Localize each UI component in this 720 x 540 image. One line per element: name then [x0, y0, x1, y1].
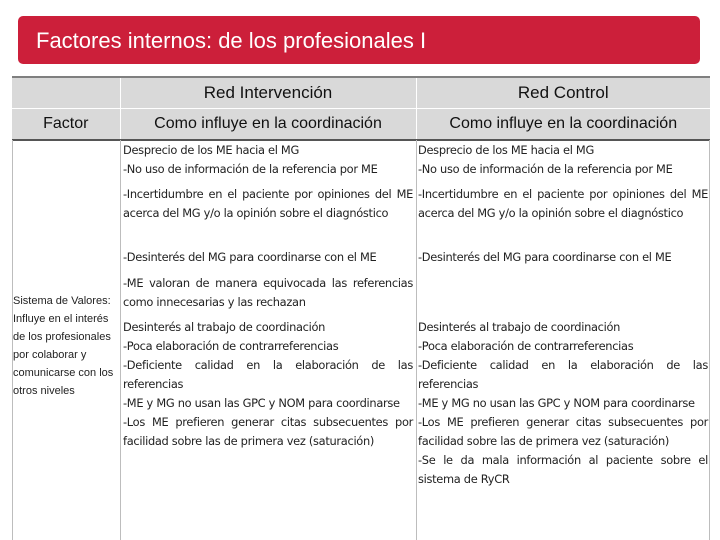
- header-empty-cell: [12, 77, 120, 109]
- control-b5-line2: -Poca elaboración de contrarreferencias: [418, 339, 634, 353]
- intervencion-block-4: -ME valoran de manera equivocada las referencias como innecesarias y las rechazan: [123, 276, 413, 309]
- header-factor: Factor: [12, 109, 120, 141]
- control-b5-line1: Desinterés al trabajo de coordinación: [418, 320, 621, 334]
- header-table: [12, 76, 710, 141]
- intervencion-block-3: -Desinterés del MG para coordinarse con el ME: [123, 250, 377, 264]
- control-b1-line2: -No uso de información de la referencia por ME: [418, 162, 673, 176]
- control-b5-line6: -Se le da mala información al paciente sobre el sistema de RyCR: [418, 453, 708, 486]
- divider-right: [709, 140, 710, 540]
- intervencion-b5-line2: -Poca elaboración de contrarreferencias: [123, 339, 339, 353]
- intervencion-b5-line1: Desinterés al trabajo de coordinación: [123, 320, 326, 334]
- intervencion-b5-line4: -ME y MG no usan las GPC y NOM para coordinarse: [123, 396, 400, 410]
- header-red-intervencion: Red Intervención: [120, 77, 416, 109]
- title-banner: [18, 16, 700, 64]
- divider-factor: [120, 140, 121, 540]
- control-block-5: [418, 318, 708, 489]
- control-b5-line5: -Los ME prefieren generar citas subsecuentes por facilidad sobre las de primera vez (saturación): [418, 415, 708, 448]
- control-block-1: [418, 141, 708, 179]
- control-block-2: -Incertidumbre en el paciente por opiniones del ME acerca del MG y/o la opinión sobre el diagnóstico: [418, 187, 708, 220]
- page-title: Factores internos: de los profesionales I: [36, 28, 427, 53]
- intervencion-block-5: [123, 318, 413, 451]
- intervencion-b5-line3: -Deficiente calidad en la elaboración de las referencias: [123, 358, 413, 391]
- control-b1-line1: Desprecio de los ME hacia el MG: [418, 143, 594, 157]
- intervencion-block-2: -Incertidumbre en el paciente por opiniones del ME acerca del MG y/o la opinión sobre el diagnóstico: [123, 187, 413, 220]
- intervencion-b1-line1: Desprecio de los ME hacia el MG: [123, 143, 299, 157]
- table-body: [12, 140, 710, 540]
- divider-middle: [416, 140, 417, 540]
- control-block-3: -Desinterés del MG para coordinarse con el ME: [418, 250, 672, 264]
- header-como-influye-intervencion: Como influye en la coordinación: [120, 109, 416, 141]
- factor-description: Sistema de Valores: Influye en el interés de los profesionales por colaborar y comunicarse con los otros niveles: [13, 295, 114, 397]
- intervencion-block-1: [123, 141, 413, 179]
- intervencion-b5-line5: -Los ME prefieren generar citas subsecuentes por facilidad sobre las de primera vez (saturación): [123, 415, 413, 448]
- header-red-control: Red Control: [416, 77, 710, 109]
- header-como-influye-control: Como influye en la coordinación: [416, 109, 710, 141]
- intervencion-b1-line2: -No uso de información de la referencia por ME: [123, 162, 378, 176]
- control-b5-line4: -ME y MG no usan las GPC y NOM para coordinarse: [418, 396, 695, 410]
- control-b5-line3: -Deficiente calidad en la elaboración de las referencias: [418, 358, 708, 391]
